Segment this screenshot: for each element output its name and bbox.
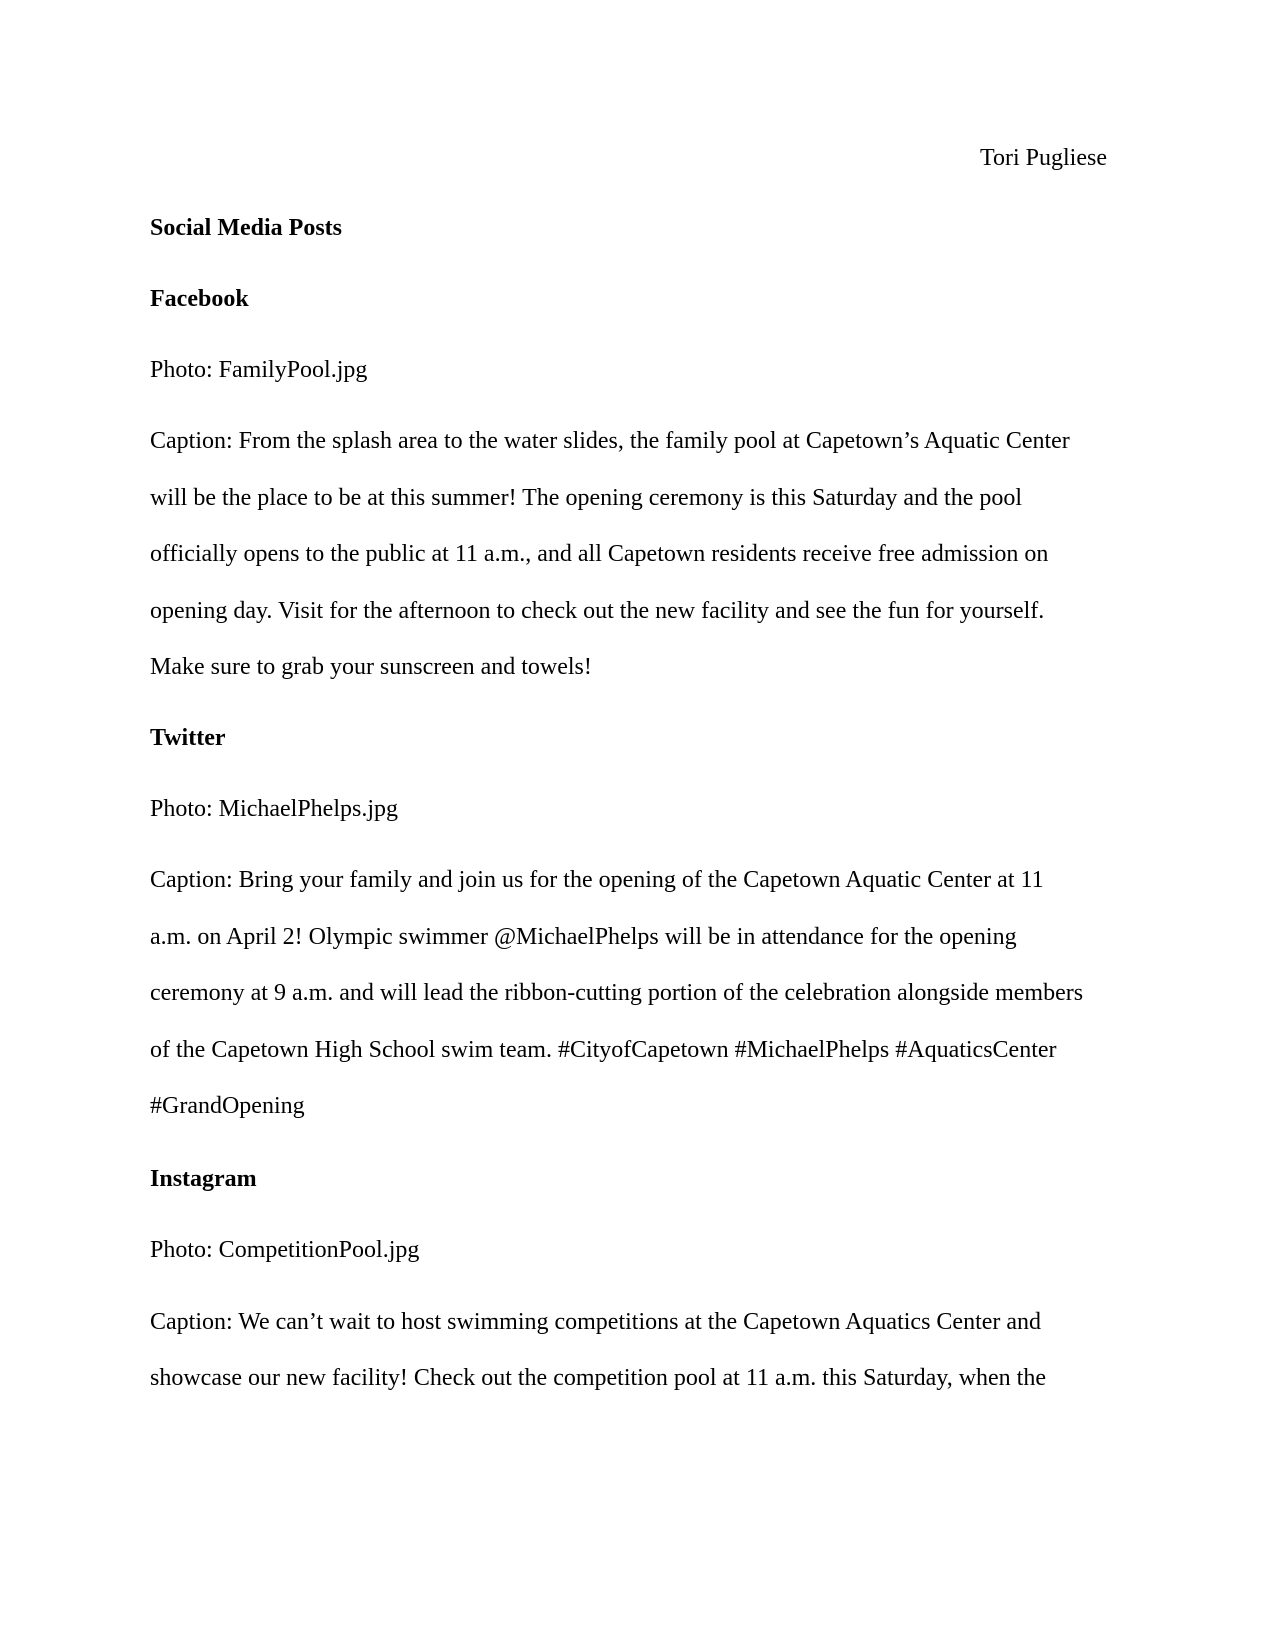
facebook-caption-line: Make sure to grab your sunscreen and towels! bbox=[150, 654, 592, 680]
section-heading-instagram: Instagram bbox=[150, 1166, 257, 1192]
instagram-photo-line: Photo: CompetitionPool.jpg bbox=[150, 1237, 420, 1263]
twitter-caption-line: of the Capetown High School swim team. #CityofCapetown #MichaelPhelps #AquaticsCenter bbox=[150, 1037, 1057, 1063]
twitter-photo-line: Photo: MichaelPhelps.jpg bbox=[150, 796, 398, 822]
facebook-caption-line: officially opens to the public at 11 a.m., and all Capetown residents receive free admission on bbox=[150, 541, 1049, 567]
twitter-caption-line: Caption: Bring your family and join us for the opening of the Capetown Aquatic Center at 11 bbox=[150, 867, 1044, 893]
author-name: Tori Pugliese bbox=[980, 145, 1107, 171]
instagram-caption-line: Caption: We can’t wait to host swimming competitions at the Capetown Aquatics Center and bbox=[150, 1309, 1042, 1335]
instagram-caption-line: showcase our new facility! Check out the competition pool at 11 a.m. this Saturday, when the bbox=[150, 1365, 1047, 1391]
facebook-caption-line: opening day. Visit for the afternoon to check out the new facility and see the fun for yourself. bbox=[150, 598, 1045, 624]
facebook-caption-line: Caption: From the splash area to the water slides, the family pool at Capetown’s Aquatic Center bbox=[150, 428, 1070, 454]
twitter-caption-line: a.m. on April 2! Olympic swimmer @MichaelPhelps will be in attendance for the opening bbox=[150, 924, 1017, 950]
section-heading-twitter: Twitter bbox=[150, 725, 226, 751]
section-heading-facebook: Facebook bbox=[150, 286, 249, 312]
document-title: Social Media Posts bbox=[150, 215, 342, 241]
twitter-caption-line: ceremony at 9 a.m. and will lead the ribbon-cutting portion of the celebration alongside members bbox=[150, 980, 1084, 1006]
facebook-photo-line: Photo: FamilyPool.jpg bbox=[150, 357, 368, 383]
twitter-caption-line: #GrandOpening bbox=[150, 1093, 305, 1119]
facebook-caption-line: will be the place to be at this summer! The opening ceremony is this Saturday and the pool bbox=[150, 485, 1023, 511]
